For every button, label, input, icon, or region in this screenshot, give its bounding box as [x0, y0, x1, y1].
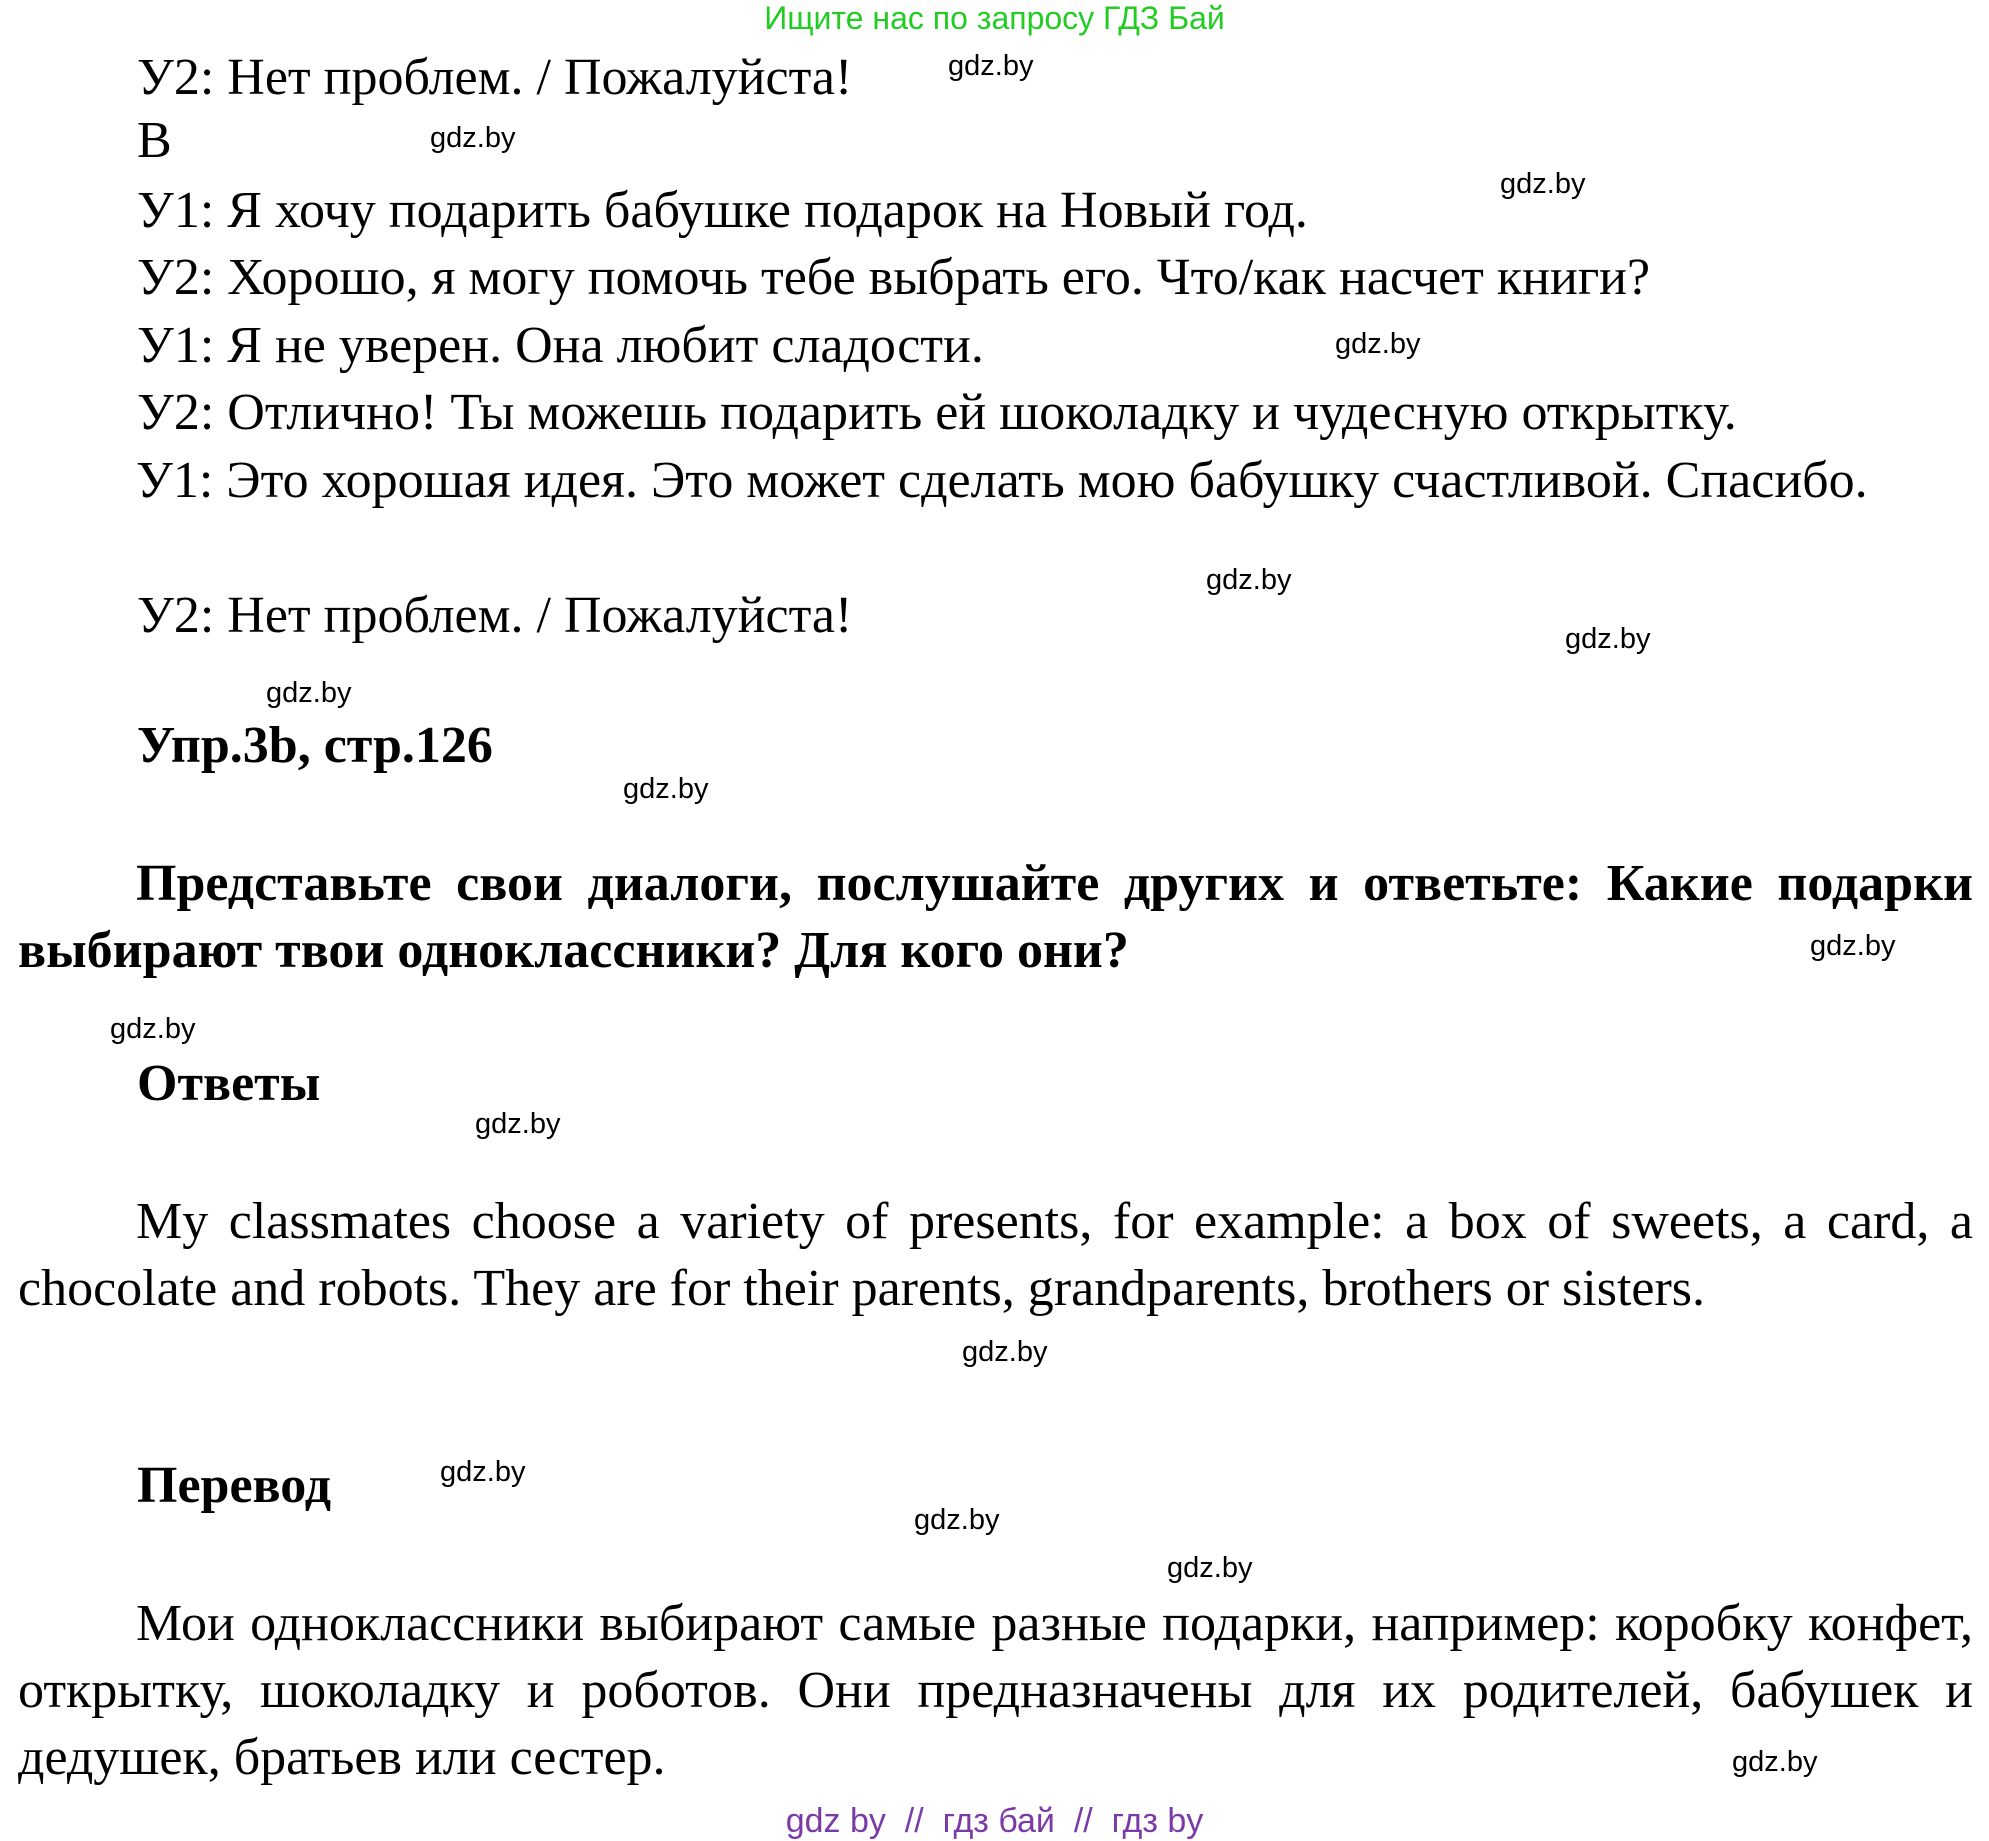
watermark: gdz.by: [1335, 328, 1421, 360]
task-text-content: Представьте свои диалоги, послушайте других и ответьте: Какие подарки выбирают твои одноклассники? Для кого они?: [18, 855, 1973, 979]
watermark: gdz.by: [914, 1504, 1000, 1536]
watermark: gdz.by: [440, 1456, 526, 1488]
watermark: gdz.by: [623, 773, 709, 805]
answers-heading: Ответы: [137, 1055, 321, 1112]
watermark: gdz.by: [475, 1108, 561, 1140]
answer-paragraph: [18, 1188, 1973, 1322]
watermark: gdz.by: [962, 1336, 1048, 1368]
watermark: gdz.by: [1167, 1552, 1253, 1584]
exercise-heading: Упр.3b, стр.126: [137, 717, 493, 774]
answer-paragraph-text: My classmates choose a variety of presents, for example: a box of sweets, a card, a chocolate and robots. They are for their parents, grandparents, brothers or sisters.: [18, 1193, 1973, 1317]
task-text: [18, 850, 1973, 984]
watermark: gdz.by: [1810, 930, 1896, 962]
translation-paragraph: [18, 1590, 1973, 1791]
watermark: gdz.by: [1500, 168, 1586, 200]
watermark: gdz.by: [1565, 623, 1651, 655]
dialogue-b-line-1: У1: Я хочу подарить бабушке подарок на Новый год.: [137, 182, 1308, 239]
dialogue-b-line-3: У1: Я не уверен. Она любит сладости.: [137, 317, 984, 374]
watermark: gdz.by: [948, 50, 1034, 82]
dialogue-b-line-2: У2: Хорошо, я могу помочь тебе выбрать его. Что/как насчет книги?: [137, 249, 1651, 306]
search-banner: Ищите нас по запросу ГДЗ Бай: [764, 0, 1225, 36]
dialogue-b-line-5-text: У1: Это хорошая идея. Это может сделать мою бабушку счастливой. Спасибо.: [136, 452, 1868, 509]
footer-links: gdz by // гдз бай // гдз by: [785, 1802, 1204, 1840]
watermark: gdz.by: [110, 1013, 196, 1045]
dialogue-b-line-4: У2: Отлично! Ты можешь подарить ей шоколадку и чудесную открытку.: [137, 384, 1737, 441]
watermark: gdz.by: [1206, 564, 1292, 596]
section-b-label: В: [137, 112, 172, 169]
watermark: gdz.by: [1732, 1746, 1818, 1778]
dialogue-b-line-5: [18, 447, 1973, 514]
dialogue-a-last-line: У2: Нет проблем. / Пожалуйста!: [137, 49, 853, 106]
watermark: gdz.by: [266, 677, 352, 709]
watermark: gdz.by: [430, 122, 516, 154]
translation-heading: Перевод: [137, 1457, 332, 1514]
translation-paragraph-text: Мои одноклассники выбирают самые разные подарки, например: коробку конфет, открытку, шоколадку и роботов. Они предназначены для их родителей, бабушек и дедушек, братьев или сестер.: [18, 1595, 1973, 1786]
dialogue-b-line-6: У2: Нет проблем. / Пожалуйста!: [137, 587, 853, 644]
